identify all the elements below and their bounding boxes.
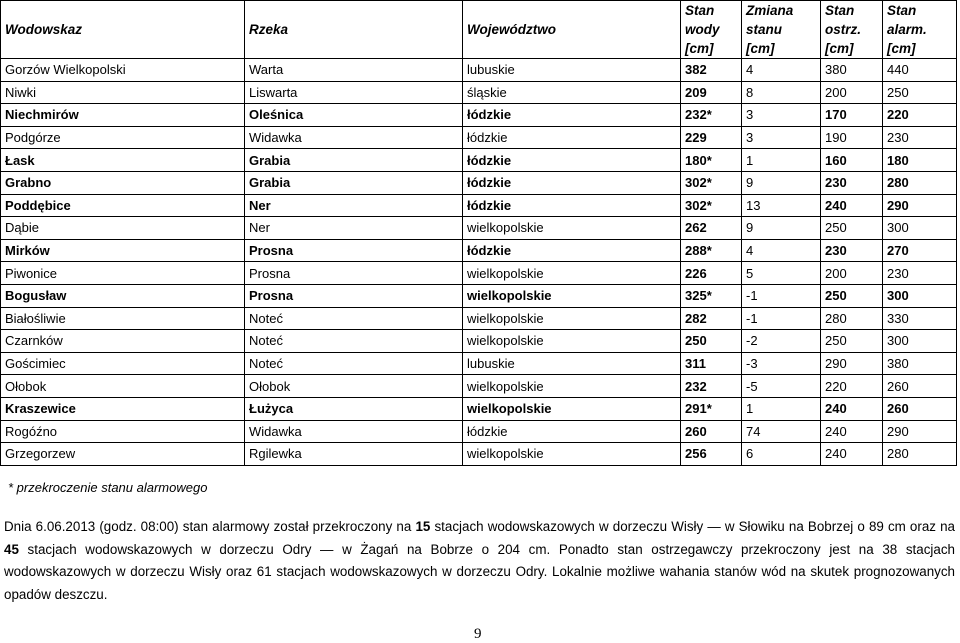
cell-level: 288* — [681, 239, 742, 262]
table-row — [1, 171, 957, 194]
cell-level: 325* — [681, 284, 742, 307]
header-change — [742, 1, 821, 59]
cell-change: 1 — [742, 149, 821, 172]
table-row — [1, 149, 957, 172]
cell-warning: 250 — [821, 330, 883, 353]
cell-level: 262 — [681, 217, 742, 240]
header-alarm-line1: Stan — [887, 3, 917, 18]
cell-alarm: 280 — [883, 443, 957, 466]
cell-river: Warta — [245, 59, 463, 82]
cell-warning: 220 — [821, 375, 883, 398]
cell-level: 232 — [681, 375, 742, 398]
cell-alarm: 300 — [883, 284, 957, 307]
cell-station: Dąbie — [1, 217, 245, 240]
cell-warning: 250 — [821, 284, 883, 307]
cell-river: Prosna — [245, 284, 463, 307]
cell-river: Grabia — [245, 171, 463, 194]
cell-alarm: 220 — [883, 104, 957, 127]
cell-change: 1 — [742, 397, 821, 420]
cell-change: 74 — [742, 420, 821, 443]
cell-change: 3 — [742, 104, 821, 127]
cell-station: Poddębice — [1, 194, 245, 217]
table-row — [1, 443, 957, 466]
cell-voivodeship: łódzkie — [463, 149, 681, 172]
cell-river: Rgilewka — [245, 443, 463, 466]
cell-warning: 290 — [821, 352, 883, 375]
cell-river: Oleśnica — [245, 104, 463, 127]
cell-warning: 190 — [821, 126, 883, 149]
cell-station: Łask — [1, 149, 245, 172]
cell-warning: 230 — [821, 239, 883, 262]
cell-station: Kraszewice — [1, 397, 245, 420]
cell-voivodeship: wielkopolskie — [463, 397, 681, 420]
cell-station: Gorzów Wielkopolski — [1, 59, 245, 82]
cell-change: 13 — [742, 194, 821, 217]
cell-alarm: 230 — [883, 126, 957, 149]
header-change-line3: [cm] — [746, 41, 775, 56]
cell-level: 229 — [681, 126, 742, 149]
cell-change: -2 — [742, 330, 821, 353]
cell-alarm: 440 — [883, 59, 957, 82]
table-row — [1, 126, 957, 149]
cell-station: Rogóźno — [1, 420, 245, 443]
table-row — [1, 104, 957, 127]
cell-river: Noteć — [245, 330, 463, 353]
cell-alarm: 290 — [883, 420, 957, 443]
cell-warning: 160 — [821, 149, 883, 172]
cell-river: Widawka — [245, 126, 463, 149]
cell-voivodeship: łódzkie — [463, 104, 681, 127]
table-row — [1, 194, 957, 217]
cell-warning: 200 — [821, 262, 883, 285]
summary-paragraph — [4, 516, 955, 606]
table-row — [1, 375, 957, 398]
page-number: 9 — [474, 626, 482, 642]
cell-change: 3 — [742, 126, 821, 149]
header-river: Rzeka — [245, 1, 463, 59]
cell-level: 302* — [681, 194, 742, 217]
cell-river: Ner — [245, 194, 463, 217]
cell-voivodeship: łódzkie — [463, 420, 681, 443]
cell-voivodeship: łódzkie — [463, 126, 681, 149]
cell-change: -5 — [742, 375, 821, 398]
table-header-row — [1, 1, 957, 59]
cell-change: -1 — [742, 307, 821, 330]
header-change-line1: Zmiana — [746, 3, 794, 18]
cell-river: Ołobok — [245, 375, 463, 398]
cell-station: Piwonice — [1, 262, 245, 285]
cell-alarm: 260 — [883, 375, 957, 398]
cell-river: Prosna — [245, 262, 463, 285]
header-warning-line1: Stan — [825, 3, 855, 18]
summary-part1: Dnia 6.06.2013 (godz. 08:00) stan alarmowy został przekroczony na — [4, 519, 416, 534]
cell-warning: 240 — [821, 194, 883, 217]
cell-river: Ner — [245, 217, 463, 240]
cell-change: 9 — [742, 217, 821, 240]
cell-river: Widawka — [245, 420, 463, 443]
cell-level: 260 — [681, 420, 742, 443]
cell-level: 382 — [681, 59, 742, 82]
cell-voivodeship: łódzkie — [463, 171, 681, 194]
cell-station: Ołobok — [1, 375, 245, 398]
summary-count1: 15 — [415, 519, 431, 534]
table-row — [1, 81, 957, 104]
cell-level: 311 — [681, 352, 742, 375]
cell-station: Grzegorzew — [1, 443, 245, 466]
cell-alarm: 180 — [883, 149, 957, 172]
cell-alarm: 260 — [883, 397, 957, 420]
cell-station: Białośliwie — [1, 307, 245, 330]
table-row — [1, 307, 957, 330]
cell-alarm: 230 — [883, 262, 957, 285]
cell-voivodeship: wielkopolskie — [463, 443, 681, 466]
cell-level: 250 — [681, 330, 742, 353]
table-row — [1, 397, 957, 420]
cell-warning: 250 — [821, 217, 883, 240]
summary-part3: stacjach wodowskazowych w dorzeczu Odry — w Żagań na Bobrze o 204 cm. Ponadto stan ostrzegawczy przekroczony jest na 38 stacjach wodowskazowych w dorzeczu Wisły oraz 61 stacjach wodowskazowych w dorzeczu Odry. Lokalnie możliwe wahania stanów wód na skutek prognozowanych opadów deszczu. — [4, 541, 955, 602]
cell-change: 8 — [742, 81, 821, 104]
cell-voivodeship: wielkopolskie — [463, 284, 681, 307]
table-row — [1, 239, 957, 262]
header-station: Wodowskaz — [1, 1, 245, 59]
header-alarm — [883, 1, 957, 59]
cell-voivodeship: łódzkie — [463, 239, 681, 262]
header-level — [681, 1, 742, 59]
table-row — [1, 284, 957, 307]
cell-voivodeship: łódzkie — [463, 194, 681, 217]
table-row — [1, 59, 957, 82]
footnote: * przekroczenie stanu alarmowego — [8, 480, 208, 495]
summary-count2: 45 — [4, 541, 19, 557]
header-warning-line2: ostrz. — [825, 22, 862, 37]
cell-change: 6 — [742, 443, 821, 466]
cell-change: -3 — [742, 352, 821, 375]
header-voivodeship: Województwo — [463, 1, 681, 59]
header-level-line3: [cm] — [685, 41, 714, 56]
cell-river: Liswarta — [245, 81, 463, 104]
cell-station: Mirków — [1, 239, 245, 262]
cell-voivodeship: śląskie — [463, 81, 681, 104]
cell-river: Prosna — [245, 239, 463, 262]
cell-alarm: 290 — [883, 194, 957, 217]
cell-level: 302* — [681, 171, 742, 194]
header-alarm-line3: [cm] — [887, 41, 916, 56]
header-warning — [821, 1, 883, 59]
cell-alarm: 330 — [883, 307, 957, 330]
cell-warning: 280 — [821, 307, 883, 330]
cell-warning: 230 — [821, 171, 883, 194]
cell-river: Noteć — [245, 352, 463, 375]
cell-change: -1 — [742, 284, 821, 307]
cell-voivodeship: wielkopolskie — [463, 262, 681, 285]
cell-warning: 240 — [821, 443, 883, 466]
cell-river: Łużyca — [245, 397, 463, 420]
cell-change: 9 — [742, 171, 821, 194]
cell-change: 5 — [742, 262, 821, 285]
header-warning-line3: [cm] — [825, 41, 854, 56]
table-row — [1, 217, 957, 240]
cell-station: Podgórze — [1, 126, 245, 149]
cell-voivodeship: wielkopolskie — [463, 375, 681, 398]
cell-alarm: 300 — [883, 217, 957, 240]
cell-voivodeship: wielkopolskie — [463, 217, 681, 240]
cell-warning: 200 — [821, 81, 883, 104]
cell-level: 256 — [681, 443, 742, 466]
cell-level: 209 — [681, 81, 742, 104]
cell-alarm: 380 — [883, 352, 957, 375]
cell-warning: 240 — [821, 397, 883, 420]
cell-change: 4 — [742, 59, 821, 82]
cell-alarm: 270 — [883, 239, 957, 262]
cell-level: 291* — [681, 397, 742, 420]
header-change-line2: stanu — [746, 22, 783, 37]
summary-part2: stacjach wodowskazowych w dorzeczu Wisły — w Słowiku na Bobrzej o 89 cm oraz na — [430, 519, 955, 534]
table-row — [1, 262, 957, 285]
cell-voivodeship: lubuskie — [463, 59, 681, 82]
cell-warning: 240 — [821, 420, 883, 443]
cell-alarm: 280 — [883, 171, 957, 194]
cell-station: Bogusław — [1, 284, 245, 307]
cell-voivodeship: lubuskie — [463, 352, 681, 375]
cell-level: 180* — [681, 149, 742, 172]
header-level-line2: wody — [685, 22, 720, 37]
header-alarm-line2: alarm. — [887, 22, 927, 37]
table-row — [1, 330, 957, 353]
cell-station: Niechmirów — [1, 104, 245, 127]
cell-river: Noteć — [245, 307, 463, 330]
cell-level: 226 — [681, 262, 742, 285]
cell-station: Grabno — [1, 171, 245, 194]
cell-voivodeship: wielkopolskie — [463, 307, 681, 330]
cell-alarm: 250 — [883, 81, 957, 104]
cell-warning: 380 — [821, 59, 883, 82]
cell-level: 282 — [681, 307, 742, 330]
cell-voivodeship: wielkopolskie — [463, 330, 681, 353]
cell-river: Grabia — [245, 149, 463, 172]
cell-station: Niwki — [1, 81, 245, 104]
header-level-line1: Stan — [685, 3, 715, 18]
table-row — [1, 352, 957, 375]
cell-level: 232* — [681, 104, 742, 127]
table-row — [1, 420, 957, 443]
cell-station: Czarnków — [1, 330, 245, 353]
cell-change: 4 — [742, 239, 821, 262]
cell-warning: 170 — [821, 104, 883, 127]
cell-alarm: 300 — [883, 330, 957, 353]
table-body — [1, 59, 957, 466]
cell-station: Gościmiec — [1, 352, 245, 375]
